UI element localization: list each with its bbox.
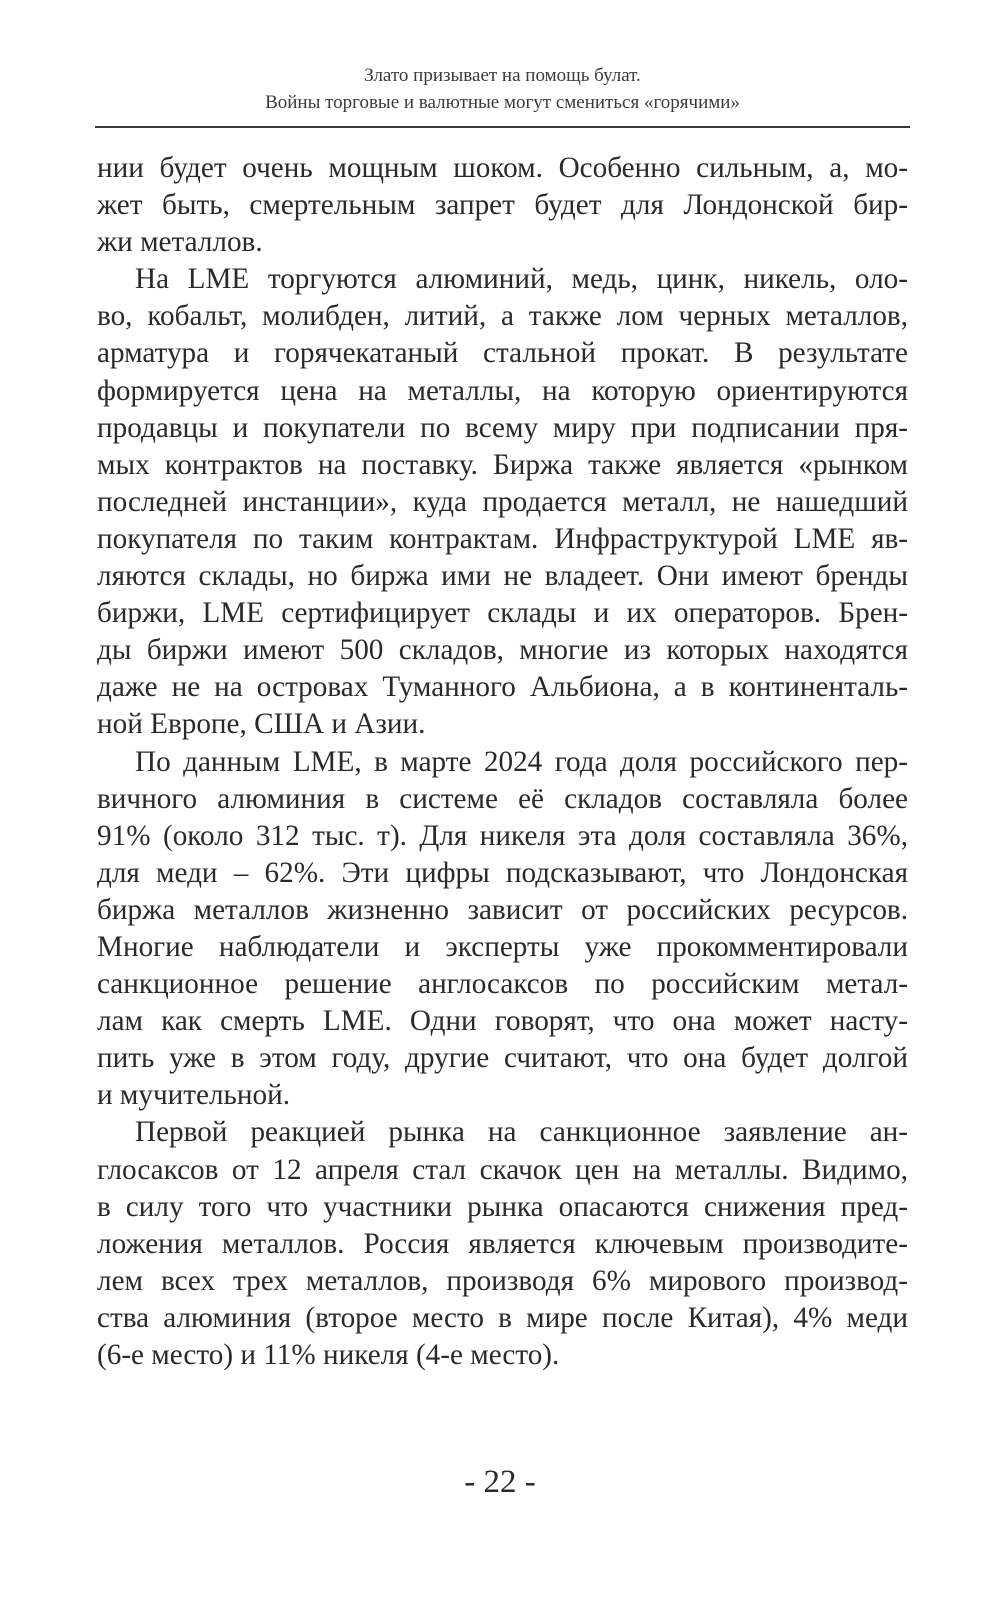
text-line: формируется цена на металлы, на которую ориентируются xyxy=(97,374,908,407)
text-line: и мучительной. xyxy=(97,1079,290,1112)
text-line: лем всех трех металлов, производя 6% мирового производ- xyxy=(97,1264,908,1297)
text-line: пить уже в этом году, другие считают, что она будет долгой xyxy=(97,1042,908,1075)
body-text xyxy=(97,150,908,1374)
paragraph-1 xyxy=(97,150,908,261)
text-line: во, кобальт, молибден, литий, а также лом черных металлов, xyxy=(97,300,908,333)
text-line: На LME торгуются алюминий, медь, цинк, никель, оло- xyxy=(135,263,908,296)
text-line: Многие наблюдатели и эксперты уже прокомментировали xyxy=(97,930,908,963)
text-line: даже не на островах Туманного Альбиона, а в континенталь- xyxy=(97,671,908,704)
text-line: (6-е место) и 11% никеля (4-е место). xyxy=(97,1339,560,1371)
text-line: биржи, LME сертифицирует склады и их операторов. Брен- xyxy=(97,597,908,630)
text-line: жет быть, смертельным запрет будет для Лондонской бир- xyxy=(97,189,908,222)
text-line: ложения металлов. Россия является ключевым производите- xyxy=(97,1227,908,1260)
text-line: нии будет очень мощным шоком. Особенно сильным, а, мо- xyxy=(97,152,908,184)
running-header-line-1: Злато призывает на помощь булат. xyxy=(364,65,641,86)
text-line: мых контрактов на поставку. Биржа также является «рынком xyxy=(97,448,908,481)
text-line: 91% (около 312 тыс. т). Для никеля эта доля составляла 36%, xyxy=(97,819,908,852)
text-line: биржа металлов жизненно зависит от российских ресурсов. xyxy=(97,893,908,926)
page-number: - 22 - xyxy=(464,1464,536,1500)
running-header-line-2: Войны торговые и валютные могут смениться «горячими» xyxy=(265,92,740,113)
paragraph-2 xyxy=(97,261,908,743)
text-line: глосаксов от 12 апреля стал скачок цен на металлы. Видимо, xyxy=(97,1153,908,1186)
text-line: жи металлов. xyxy=(97,226,263,259)
text-line: лам как смерть LME. Одни говорят, что она может насту- xyxy=(97,1005,908,1038)
text-line: Первой реакцией рынка на санкционное заявление ан- xyxy=(135,1116,908,1149)
paragraph-4 xyxy=(97,1114,908,1374)
running-header xyxy=(95,62,910,116)
text-line: для меди – 62%. Эти цифры подсказывают, что Лондонская xyxy=(97,856,908,889)
header-divider xyxy=(95,126,910,128)
text-line: арматура и горячекатаный стальной прокат. В результате xyxy=(97,337,908,370)
text-line: ляются склады, но биржа ими не владеет. Они имеют бренды xyxy=(97,560,908,593)
text-line: в силу того что участники рынка опасаются снижения пред- xyxy=(97,1190,908,1223)
text-line: последней инстанции», куда продается металл, не нашедший xyxy=(97,485,908,518)
text-line: вичного алюминия в системе её складов составляла более xyxy=(97,782,908,815)
text-line: продавцы и покупатели по всему миру при подписании пря- xyxy=(97,411,908,444)
text-line: По данным LME, в марте 2024 года доля российского пер- xyxy=(135,745,908,778)
text-line: ной Европе, США и Азии. xyxy=(97,708,426,741)
text-line: покупателя по таким контрактам. Инфраструктурой LME яв- xyxy=(97,522,908,555)
text-line: ства алюминия (второе место в мире после Китая), 4% меди xyxy=(97,1301,908,1334)
text-line: ды биржи имеют 500 складов, многие из которых находятся xyxy=(97,634,908,667)
text-line: санкционное решение англосаксов по российским метал- xyxy=(97,968,908,1001)
paragraph-3 xyxy=(97,744,908,1115)
